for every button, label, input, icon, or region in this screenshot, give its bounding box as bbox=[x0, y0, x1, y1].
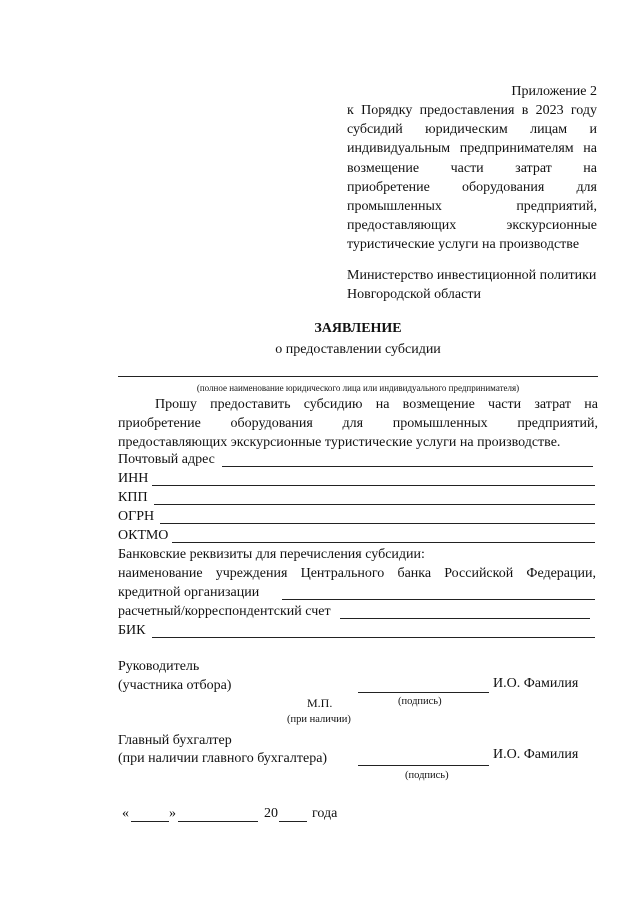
appendix-line: промышленных предприятий, bbox=[347, 199, 597, 215]
date-close-quote: » bbox=[169, 806, 176, 821]
bik-field[interactable] bbox=[152, 637, 595, 638]
ogrn-field[interactable] bbox=[160, 523, 595, 524]
accountant-signature-caption: (подпись) bbox=[405, 770, 449, 781]
date-year-field[interactable] bbox=[279, 821, 307, 822]
postal-address-field[interactable] bbox=[222, 466, 593, 467]
head-sub-label: (участника отбора) bbox=[118, 678, 232, 693]
appendix-title: Приложение 2 bbox=[511, 84, 597, 99]
head-signature-field[interactable] bbox=[358, 692, 489, 693]
credit-org-label: кредитной организации bbox=[118, 585, 260, 600]
date-year-suffix: года bbox=[312, 806, 338, 821]
appendix-line: туристические услуги на производстве bbox=[347, 237, 580, 253]
credit-org-field[interactable] bbox=[282, 599, 595, 600]
head-name: И.О. Фамилия bbox=[493, 676, 579, 691]
account-label: расчетный/корреспондентский счет bbox=[118, 604, 331, 619]
bank-institution-line: наименование учреждения Центрального банка Российской Федерации, bbox=[118, 566, 596, 581]
document-subtitle: о предоставлении субсидии bbox=[275, 342, 441, 357]
appendix-text bbox=[347, 101, 597, 255]
request-paragraph bbox=[118, 395, 598, 453]
applicant-name-line[interactable] bbox=[118, 376, 598, 377]
bik-label: БИК bbox=[118, 623, 146, 638]
applicant-caption: (полное наименование юридического лица или индивидуального предпринимателя) bbox=[196, 383, 520, 393]
addressee-line: Министерство инвестиционной политики bbox=[347, 268, 597, 283]
document-title: ЗАЯВЛЕНИЕ bbox=[314, 321, 402, 336]
accountant-name: И.О. Фамилия bbox=[493, 747, 579, 762]
stamp-label: М.П. bbox=[307, 696, 333, 710]
date-open-quote: « bbox=[122, 806, 129, 821]
kpp-field[interactable] bbox=[154, 504, 595, 505]
appendix-line: к Порядку предоставления в 2023 году bbox=[347, 103, 597, 118]
addressee-line: Новгородской области bbox=[347, 287, 481, 303]
accountant-sub-label: (при наличии главного бухгалтера) bbox=[118, 751, 328, 766]
appendix-line: субсидий юридическим лицам и bbox=[347, 122, 597, 138]
addressee bbox=[347, 266, 607, 304]
request-line: предоставляющих экскурсионные туристические услуги на производстве. bbox=[118, 435, 561, 451]
head-label: Руководитель bbox=[118, 659, 200, 674]
request-line: Прошу предоставить субсидию на возмещение части затрат на bbox=[155, 397, 598, 412]
appendix-line: индивидуальным предпринимателям на bbox=[347, 141, 597, 157]
head-signature-caption: (подпись) bbox=[398, 696, 442, 707]
appendix-line: возмещение части затрат на bbox=[347, 160, 597, 176]
bank-heading: Банковские реквизиты для перечисления субсидии: bbox=[118, 547, 425, 562]
accountant-label: Главный бухгалтер bbox=[118, 733, 232, 748]
appendix-line: предоставляющих экскурсионные bbox=[347, 218, 597, 234]
stamp-caption: (при наличии) bbox=[287, 714, 351, 725]
appendix-line: приобретение оборудования для bbox=[347, 179, 597, 195]
oktmo-field[interactable] bbox=[172, 542, 595, 543]
inn-field[interactable] bbox=[152, 485, 595, 486]
postal-address-label: Почтовый адрес bbox=[118, 452, 215, 467]
account-field[interactable] bbox=[340, 618, 590, 619]
request-line: приобретение оборудования для промышленных предприятий, bbox=[118, 416, 598, 432]
date-year-prefix: 20 bbox=[264, 806, 278, 821]
date-month-field[interactable] bbox=[178, 821, 258, 822]
accountant-signature-field[interactable] bbox=[358, 765, 489, 766]
inn-label: ИНН bbox=[118, 471, 149, 486]
kpp-label: КПП bbox=[118, 490, 148, 505]
oktmo-label: ОКТМО bbox=[118, 528, 169, 543]
ogrn-label: ОГРН bbox=[118, 509, 155, 524]
date-day-field[interactable] bbox=[131, 821, 169, 822]
